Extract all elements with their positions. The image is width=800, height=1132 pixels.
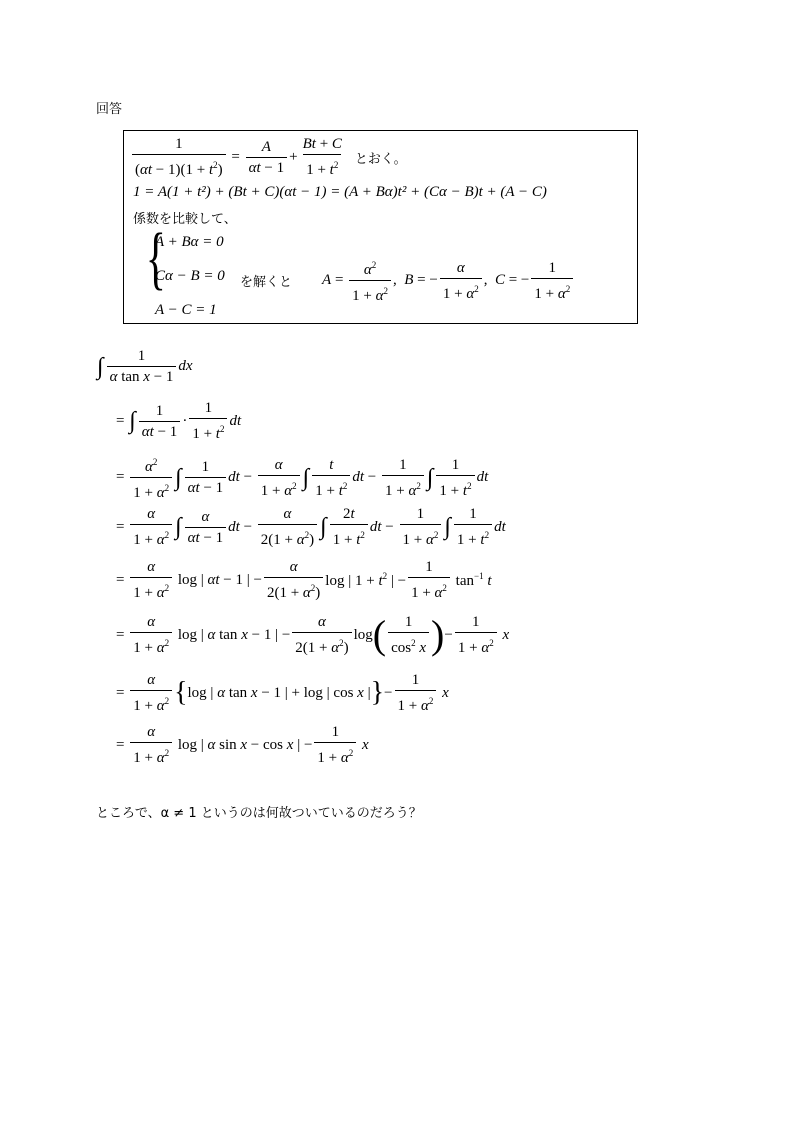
- term-a-fraction: $\frac{A}{\alpha t - 1}$: [246, 137, 288, 178]
- step-6: = $\frac{\alpha}{1 + \alpha^2}$ { log | α tan x − 1 | + log | cos x | } − $\frac{1}{1 + \alpha^2}$ x: [116, 672, 449, 714]
- closing-question: ところで、α ≠ 1 というのは何故ついているのだろう？: [96, 806, 422, 821]
- step-2: = $\frac{\alpha^2}{1 + \alpha^2}$ ∫ $\frac{1}{\alpha t - 1}$ dt − $\frac{\alpha}{1 + \alpha^2}$ ∫ $\frac{t}{1 + t^2}$ dt − $\frac{1}{1 + \alpha^2}$ ∫ $\frac{1}{1 + t^2}$ dt: [116, 456, 489, 501]
- step-5: = $\frac{\alpha}{1 + \alpha^2}$ log | α tan x − 1 | − $\frac{\alpha}{2(1 + \alpha^2)}$ log ( $\frac{1}{\cos^2 x}$ ) − $\frac{1}{1 + \alpha^2}$ x: [116, 612, 510, 657]
- answer-heading: 回答: [96, 102, 123, 117]
- set-as-label: とおく。: [354, 151, 407, 167]
- step-3: = $\frac{\alpha}{1 + \alpha^2}$ ∫ $\frac{\alpha}{\alpha t - 1}$ dt − $\frac{\alpha}{2(1 + \alpha^2)}$ ∫ $\frac{2t}{1 + t^2}$ dt − $\frac{1}{1 + \alpha^2}$ ∫ $\frac{1}{1 + t^2}$ dt: [116, 506, 506, 548]
- step-1: = ∫ $\frac{1}{\alpha t - 1}$ · $\frac{1}{1 + t^2}$ dt: [116, 400, 242, 442]
- solve-label: を解くと: [240, 275, 293, 290]
- identity-equation: 1 = A(1 + t²) + (Bt + C)(αt − 1) = (A + Bα)t² + (Cα − B)t + (A − C): [133, 184, 547, 200]
- integral-statement: ∫ $\frac{1}{\text{α tan x − 1}}$ dx: [97, 348, 193, 385]
- solution-line: を解くと A = $\frac{\alpha^2}{1 + \alpha^2}$ , B = − $\frac{\alpha}{1 + \alpha^2}$ , C = − $\frac{1}{1 + \alpha^2}$: [240, 255, 575, 306]
- compare-coefficients-label: 係数を比較して、: [133, 212, 237, 227]
- system-brace: {: [145, 220, 166, 297]
- system-row: Cα − B = 0: [155, 268, 225, 284]
- partial-fraction-equation: $\frac{1}{(\alpha t - 1)(1 + t^2)}$ = $\frac{A}{\alpha t - 1}$ + $\frac{Bt + C}{1 + t^2}$ とおく。: [130, 134, 407, 180]
- system-row: A − C = 1: [155, 302, 217, 318]
- step-4: = $\frac{\alpha}{1 + \alpha^2}$ log | αt − 1 | − $\frac{\alpha}{2(1 + \alpha^2)}$ log | $1 + t^2$ | − $\frac{1}{1 + \alpha^2}$ $\tan^{-1} t$: [116, 559, 492, 601]
- step-7: = $\frac{\alpha}{1 + \alpha^2}$ log | α sin x − cos x | − $\frac{1}{1 + \alpha^2}$ x: [116, 724, 369, 766]
- system-row: A + Bα = 0: [155, 234, 224, 250]
- lhs-fraction: $\frac{1}{(\alpha t - 1)(1 + t^2)}$: [132, 134, 226, 180]
- term-bc-fraction: $\frac{Bt + C}{1 + t^2}$: [302, 136, 342, 178]
